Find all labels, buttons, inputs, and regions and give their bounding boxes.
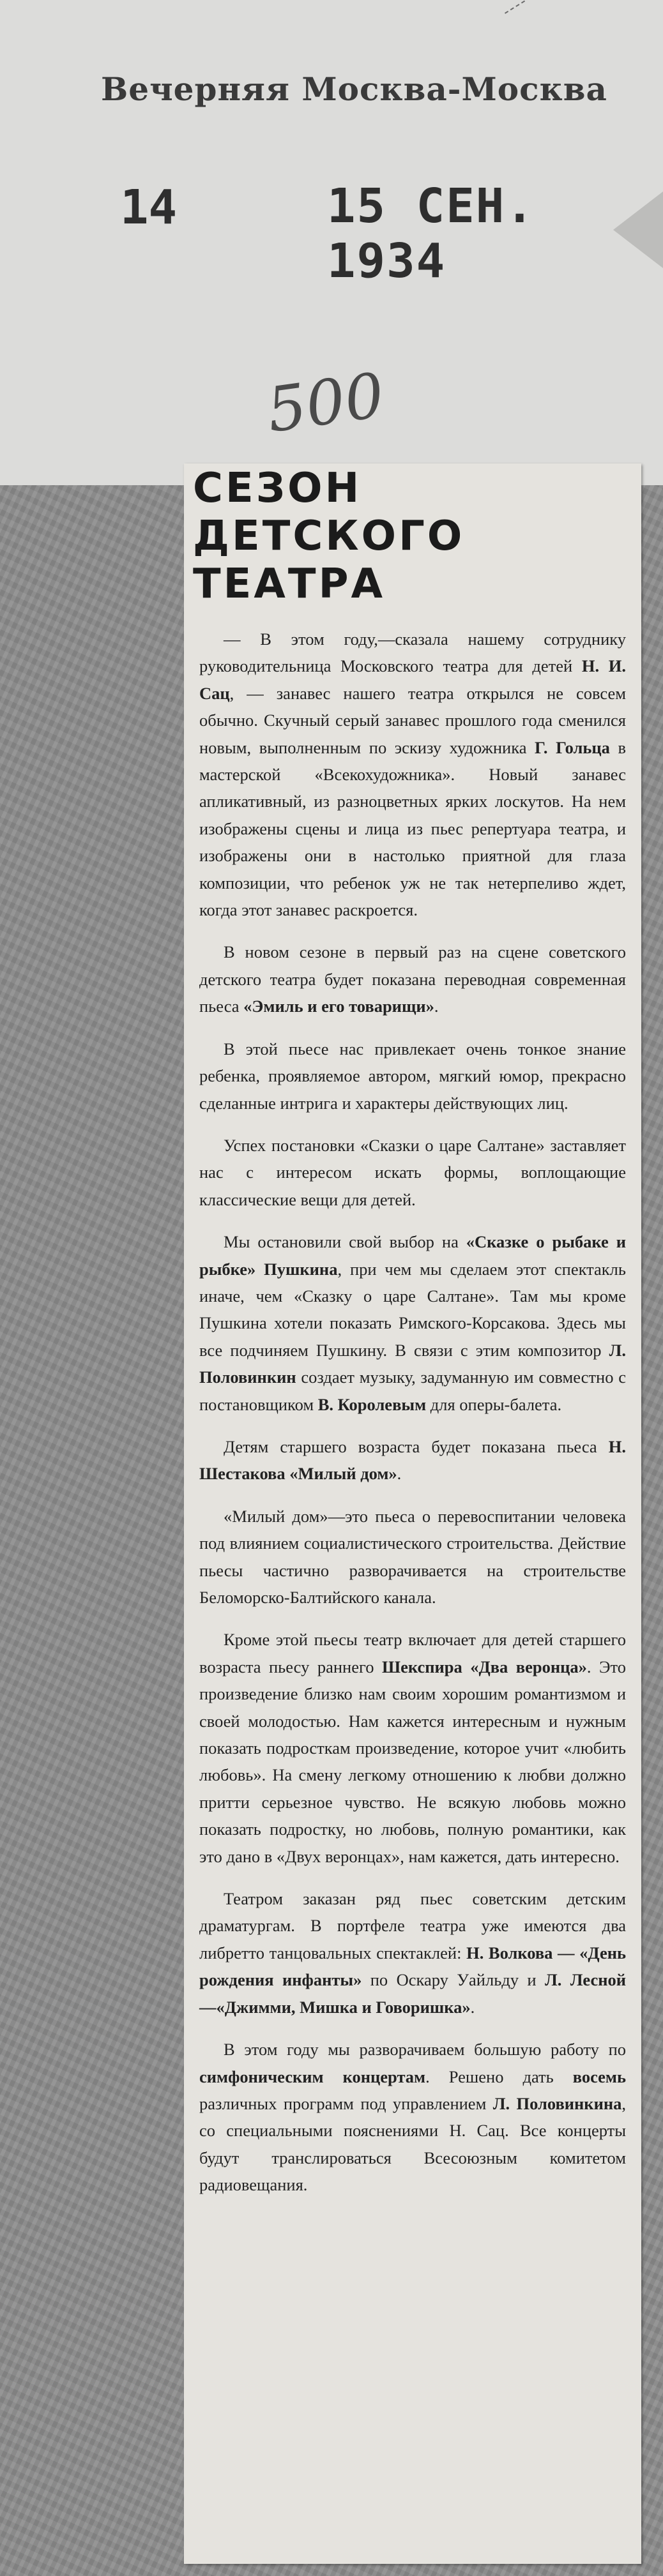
paragraph-text: Мы остановили свой выбор на (224, 1232, 466, 1252)
article-paragraph (199, 938, 626, 1020)
paragraph-text: по Оскару Уайльду и (362, 1970, 545, 1990)
article-paragraph (199, 1433, 626, 1488)
emphasized-text: восемь (572, 2067, 626, 2086)
paragraph-text: Детям старшего возраста будет показана пьеса (224, 1436, 609, 1456)
emphasized-text: Шекспира «Два веронца» (381, 1657, 587, 1676)
paragraph-text: , при чем мы сделаем этот спектакль иначе, чем «Сказку о царе Салтане». Там мы кроме Пушкина хотели показать Римского-Корсакова. Здесь мы все подчиняем Пушкину. В связи с этим композитор (199, 1259, 626, 1360)
article-paragraph (199, 1036, 626, 1117)
emphasized-text: симфоническим концертам (199, 2067, 426, 2086)
article-paragraph (199, 1228, 626, 1418)
article-paragraph (199, 1132, 626, 1213)
paragraph-text: «Милый дом»—это пьеса о перевоспитании человека под влиянием социалистического строительства. Действие пьесы частично разворачивается на строительстве Беломорско-Балтийского канала. (199, 1506, 626, 1607)
paragraph-text: . (397, 1464, 402, 1484)
article-paragraph (199, 2036, 626, 2198)
date-stamp: 15 СЕН. 1934 (327, 179, 535, 289)
article-body (199, 626, 626, 2199)
paragraph-text: , — занавес нашего театра открылся не совсем обычно. Скучный серый занавес прошлого года сменился новым, выполненным по эскизу художника (199, 683, 626, 757)
paragraph-text: , со специальными пояснениями Н. Сац. Все концерты будут транслироваться Всесоюзным комитетом радиовещания. (199, 2093, 626, 2195)
emphasized-text: Л. Лесной—«Джимми, Мишка и Говоришка» (199, 1970, 626, 2017)
paragraph-text: Театром заказан ряд пьес советским детским драматургам. В портфеле театра уже имеются два либретто танцовальных спектаклей: (199, 1889, 626, 1962)
handwritten-archive-mark: 500 (263, 359, 389, 447)
emphasized-text: «Сказке о рыбаке и рыбке» Пушкина (199, 1232, 626, 1279)
emphasized-text: Г. Гольца (535, 737, 610, 757)
emphasized-text: Н. Шестакова «Милый дом» (199, 1436, 626, 1484)
article-paragraph (199, 1503, 626, 1611)
emphasized-text: Н. Волкова — «День рождения инфанты» (199, 1943, 626, 1990)
paragraph-text: Успех постановки «Сказки о царе Салтане» заставляет нас с интересом искать формы, воплощающие классические вещи для детей. (199, 1135, 626, 1209)
paragraph-text: Кроме этой пьесы театр включает для детей старшего возраста пьесу раннего (199, 1630, 626, 1676)
paragraph-text: . (434, 997, 439, 1016)
paragraph-text: . Это произведение близко нам своим хорошим романтизмом и своей молодостью. Нам кажется интересным и нужным показать подросткам произведение, которое учит «любить любовь». На смену легкому отношению к любви должно притти серьезное чувство. Не всякую любовь можно показать подростку, но любовь, полную романтики, как это дано в «Двух веронцах», нам кажется, дать интересно. (199, 1657, 626, 1866)
paragraph-text: для оперы-балета. (426, 1394, 562, 1414)
dashed-line (505, 0, 630, 14)
article-paragraph (199, 626, 626, 923)
emphasized-text: Н. И. Сац (199, 656, 626, 703)
article-paragraph (199, 1626, 626, 1870)
emphasized-text: Л. Половинкина (492, 2093, 622, 2113)
paragraph-text: — В этом году,—сказала нашему сотруднику руководительница Московского театра для детей (199, 629, 626, 676)
paragraph-text: . Решено дать (425, 2067, 573, 2086)
emphasized-text: Л. Половинкин (199, 1340, 626, 1387)
paragraph-text: создает музыку, задуманную им совместно с постановщиком (199, 1367, 626, 1414)
page-number-stamp: 14 (120, 180, 178, 235)
emphasized-text: В. Королевым (317, 1394, 427, 1414)
paragraph-text: . (470, 1997, 475, 2017)
paragraph-text: В этой пьесе нас привлекает очень тонкое знание ребенка, проявляемое автором, мягкий юмор, прекрасно сделанные интрига и характеры действующих лиц. (199, 1039, 626, 1113)
paragraph-text: В этом году мы разворачиваем большую работу по (224, 2040, 626, 2060)
article-paragraph (199, 1885, 626, 2021)
paragraph-text: различных программ под управлением (199, 2093, 493, 2113)
emphasized-text: «Эмиль и его товарищи» (243, 997, 434, 1016)
paragraph-text: в мастерской «Всекохудожника». Новый занавес апликативный, из разноцветных ярких лоскутов. На нем изображены сцены и лица из пьес репертуара театра, и изображены они в настолько приятной для глаза композиции, что ребенок уж не так нетерпеливо ждет, когда этот занавес раскроется. (199, 737, 626, 920)
paragraph-text: В новом сезоне в первый раз на сцене советского детского театра будет показана переводная современная пьеса (199, 942, 626, 1016)
source-stamp: Вечерняя Москва-Москва (101, 70, 607, 108)
article-headline: СЕЗОН ДЕТСКОГО ТЕАТРА (193, 465, 465, 608)
